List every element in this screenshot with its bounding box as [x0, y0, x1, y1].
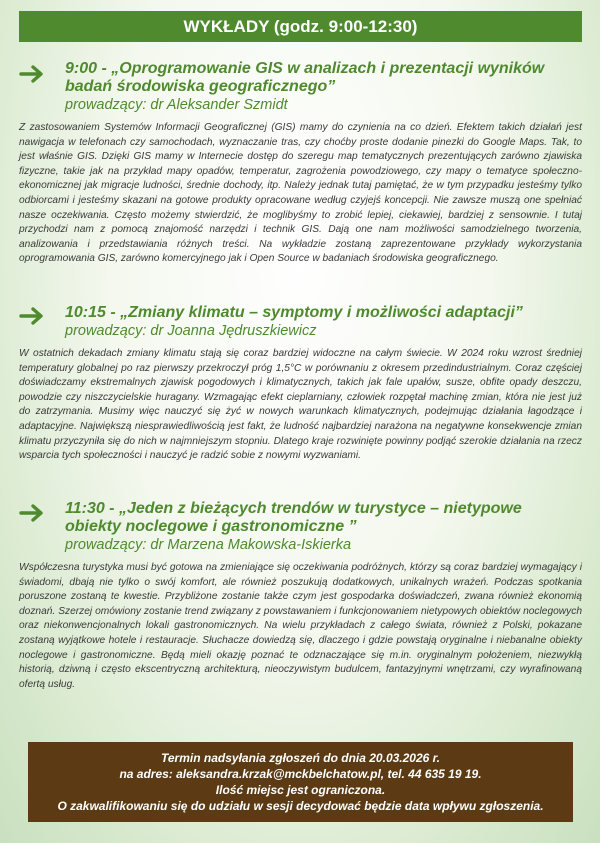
lecture-speaker: prowadzący: dr Aleksander Szmidt: [65, 97, 288, 113]
section-title: WYKŁADY (godz. 9:00-12:30): [183, 17, 418, 36]
lecture-title: 11:30 - „Jeden z bieżących trendów w turystyce – nietypowe obiekty noclegowe i gastronomiczne ”: [65, 500, 522, 535]
arrow-right-icon: [19, 503, 45, 523]
limited-seats-text: Ilość miejsc jest ograniczona.: [215, 783, 386, 797]
lecture-2: [19, 304, 582, 464]
lecture-title: 10:15 - „Zmiany klimatu – symptomy i możliwości adaptacji”: [65, 304, 523, 321]
section-header: [19, 11, 582, 42]
lecture-title: 9:00 - „Oprogramowanie GIS w analizach i prezentacji wyników badań środowiska geograficznego”: [65, 60, 545, 95]
lecture-description: Z zastosowaniem Systemów Informacji Geograficznej (GIS) mamy do czynienia na co dzień. Efektem takich działań jest nawigacja w telefonach czy samochodach, wyznaczanie tras, czy choćby proste dodanie pinezki do Google Maps. Tak, to jest właśnie GIS. Dzięki GIS mamy w Internecie dostęp do szeregu map tematycznych prezentujących zarówno zjawiska fizyczne, takie jak na przykład mapy opadów, temperatur, zagrożenia powodziowego, czy mapy o tematyce społeczno-ekonomicznej jak migracje ludności, średnie dochody, itp. Należy jednak tutaj pamiętać, że w tym przypadku jesteśmy tylko odbiorcami i jesteśmy skazani na gotowe produkty opracowane według czyjejś koncepcji. Nie zawsze muszą one spełniać nasze oczekiwania. Często możemy stwierdzić, że moglibyśmy to zrobić lepiej, ciekawiej, bardziej z sensownie. I tutaj przychodzi nam z pomocą znajomość narzędzi i technik GIS. Dają one nam możliwości samodzielnego tworzenia, analizowania i przedstawiania różnych treści. Na wykładzie zostaną zaprezentowane przykłady wykorzystania oprogramowania GIS, zarówno komercyjnego jak i Open Source w badaniach środowiska geograficznego.: [19, 122, 582, 265]
lecture-description: Współczesna turystyka musi być gotowa na zmieniające się oczekiwania podróżnych, którzy są coraz bardziej wymagający i świadomi, dbają nie tylko o swój komfort, ale również poszukują dodatkowych, unikalnych wrażeń. Podczas spotkania poruszone zostaną te kwestie. Przybliżone zostanie także czym jest gospodarka doświadczeń, zwana również ekonomią doznań. Szerzej omówiony zostanie trend związany z powstawaniem i funkcjonowaniem nietypowych obiektów noclegowych oraz niekonwencjonalnych lokali gastronomicznych. Na wielu przykładach z całego świata, również z Polski, pokazane zostaną wyjątkowe hotele i restauracje. Słuchacze dowiedzą się, dlaczego i gdzie powstają oryginalne i niebanalne obiekty noclegowe i gastronomiczne. Będą mieli okazję poznać te odznaczające się m.in. oryginalnym położeniem, niezwykłą historią, dziwną i często ekscentryczną architekturą, nieoczywistym budulcem, fantazyjnymi wnętrzami, czy wyrafinowaną ofertą usług.: [19, 562, 582, 690]
registration-info: [28, 742, 573, 822]
arrow-right-icon: [19, 306, 45, 326]
lecture-speaker: prowadzący: dr Marzena Makowska-Iskierka: [65, 537, 352, 553]
contact-text: na adres: aleksandra.krzak@mckbelchatow.pl, tel. 44 635 19 19.: [119, 767, 482, 781]
lecture-1: [19, 60, 582, 267]
lecture-description: W ostatnich dekadach zmiany klimatu stają się coraz bardziej widoczne na całym świecie. W 2024 roku wzrost średniej temperatury globalnej po raz pierwszy przekroczył próg 1,5°C w porównaniu z okresem przedindustrialnym. Coraz częściej doświadczamy ekstremalnych zjawisk pogodowych i klimatycznych, takich jak fale upałów, susze, obfite opady deszczu, powodzie czy niszczycielskie huragany. Wzmagając efekt cieplarniany, człowiek rozpętał machinę zmian, która nie jest już do zatrzymania. Musimy więc nauczyć się żyć w nowych warunkach klimatycznych, podejmując działania łagodzące i adaptacyjne. Największą niesprawiedliwością jest fakt, że ludność najbardziej narażona na negatywne konsekwencje zmian klimatu przyczyniła się do nich w najmniejszym stopniu. Dlatego kraje rozwinięte powinny podjąć szerokie działania na rzecz wsparcia tych społeczności i nauczyć je radzić sobie z nowymi wyzwaniami.: [19, 348, 582, 462]
lecture-speaker: prowadzący: dr Joanna Jędruszkiewicz: [65, 323, 317, 339]
qualification-text: O zakwalifikowaniu się do udziału w sesji decydować będzie data wpływu zgłoszenia.: [57, 799, 544, 813]
deadline-text: Termin nadsyłania zgłoszeń do dnia 20.03.2026 r.: [161, 751, 440, 765]
lecture-3: [19, 500, 582, 692]
arrow-right-icon: [19, 64, 45, 84]
